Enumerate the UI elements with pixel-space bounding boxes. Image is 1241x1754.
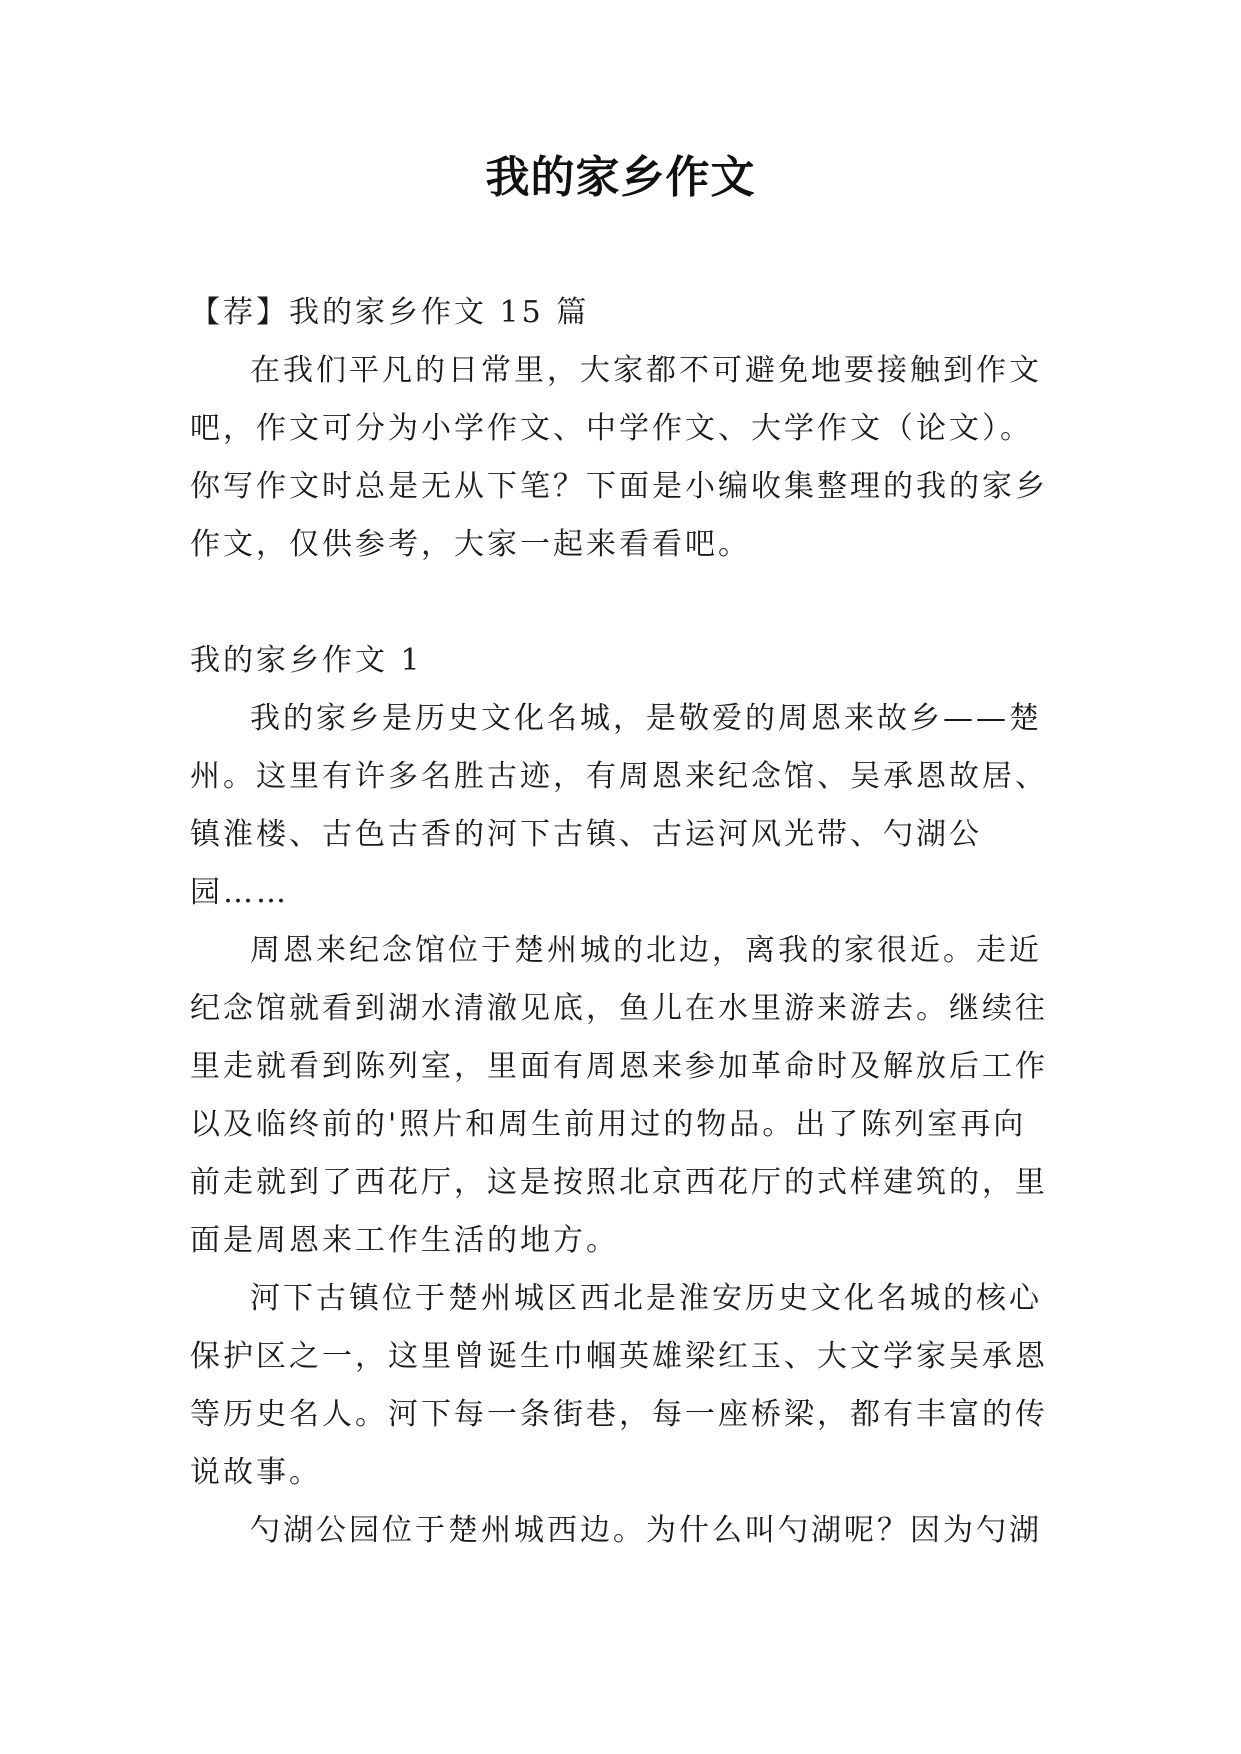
paragraph-3: 河下古镇位于楚州城区西北是淮安历史文化名城的核心保护区之一，这里曾诞生巾帼英雄梁红玉、大文学家吴承恩等历史名人。河下每一条街巷，每一座桥梁，都有丰富的传说故事。 — [190, 1281, 1048, 1490]
document-body — [190, 284, 1050, 1560]
document-subtitle: 【荐】我的家乡作文 15 篇 — [190, 295, 590, 330]
paragraph-4: 勺湖公园位于楚州城西边。为什么叫勺湖呢？因为勺湖 — [250, 1513, 1042, 1548]
document-title: 我的家乡作文 — [485, 152, 756, 203]
section-spacer — [190, 574, 1050, 632]
section-heading: 我的家乡作文 1 — [190, 643, 423, 678]
intro-paragraph: 在我们平凡的日常里，大家都不可避免地要接触到作文吧，作文可分为小学作文、中学作文、大学作文（论文）。你写作文时总是无从下笔？下面是小编收集整理的我的家乡作文，仅供参考，大家一起来看看吧。 — [190, 353, 1048, 562]
paragraph-1: 我的家乡是历史文化名城，是敬爱的周恩来故乡——楚州。这里有许多名胜古迹，有周恩来纪念馆、吴承恩故居、镇淮楼、古色古香的河下古镇、古运河风光带、勺湖公园…… — [190, 701, 1048, 910]
paragraph-2: 周恩来纪念馆位于楚州城的北边，离我的家很近。走近纪念馆就看到湖水清澈见底，鱼儿在水里游来游去。继续往里走就看到陈列室，里面有周恩来参加革命时及解放后工作以及临终前的'照片和周生前用过的物品。出了陈列室再向前走就到了西花厅，这是按照北京西花厅的式样建筑的，里面是周恩来工作生活的地方。 — [190, 933, 1048, 1258]
